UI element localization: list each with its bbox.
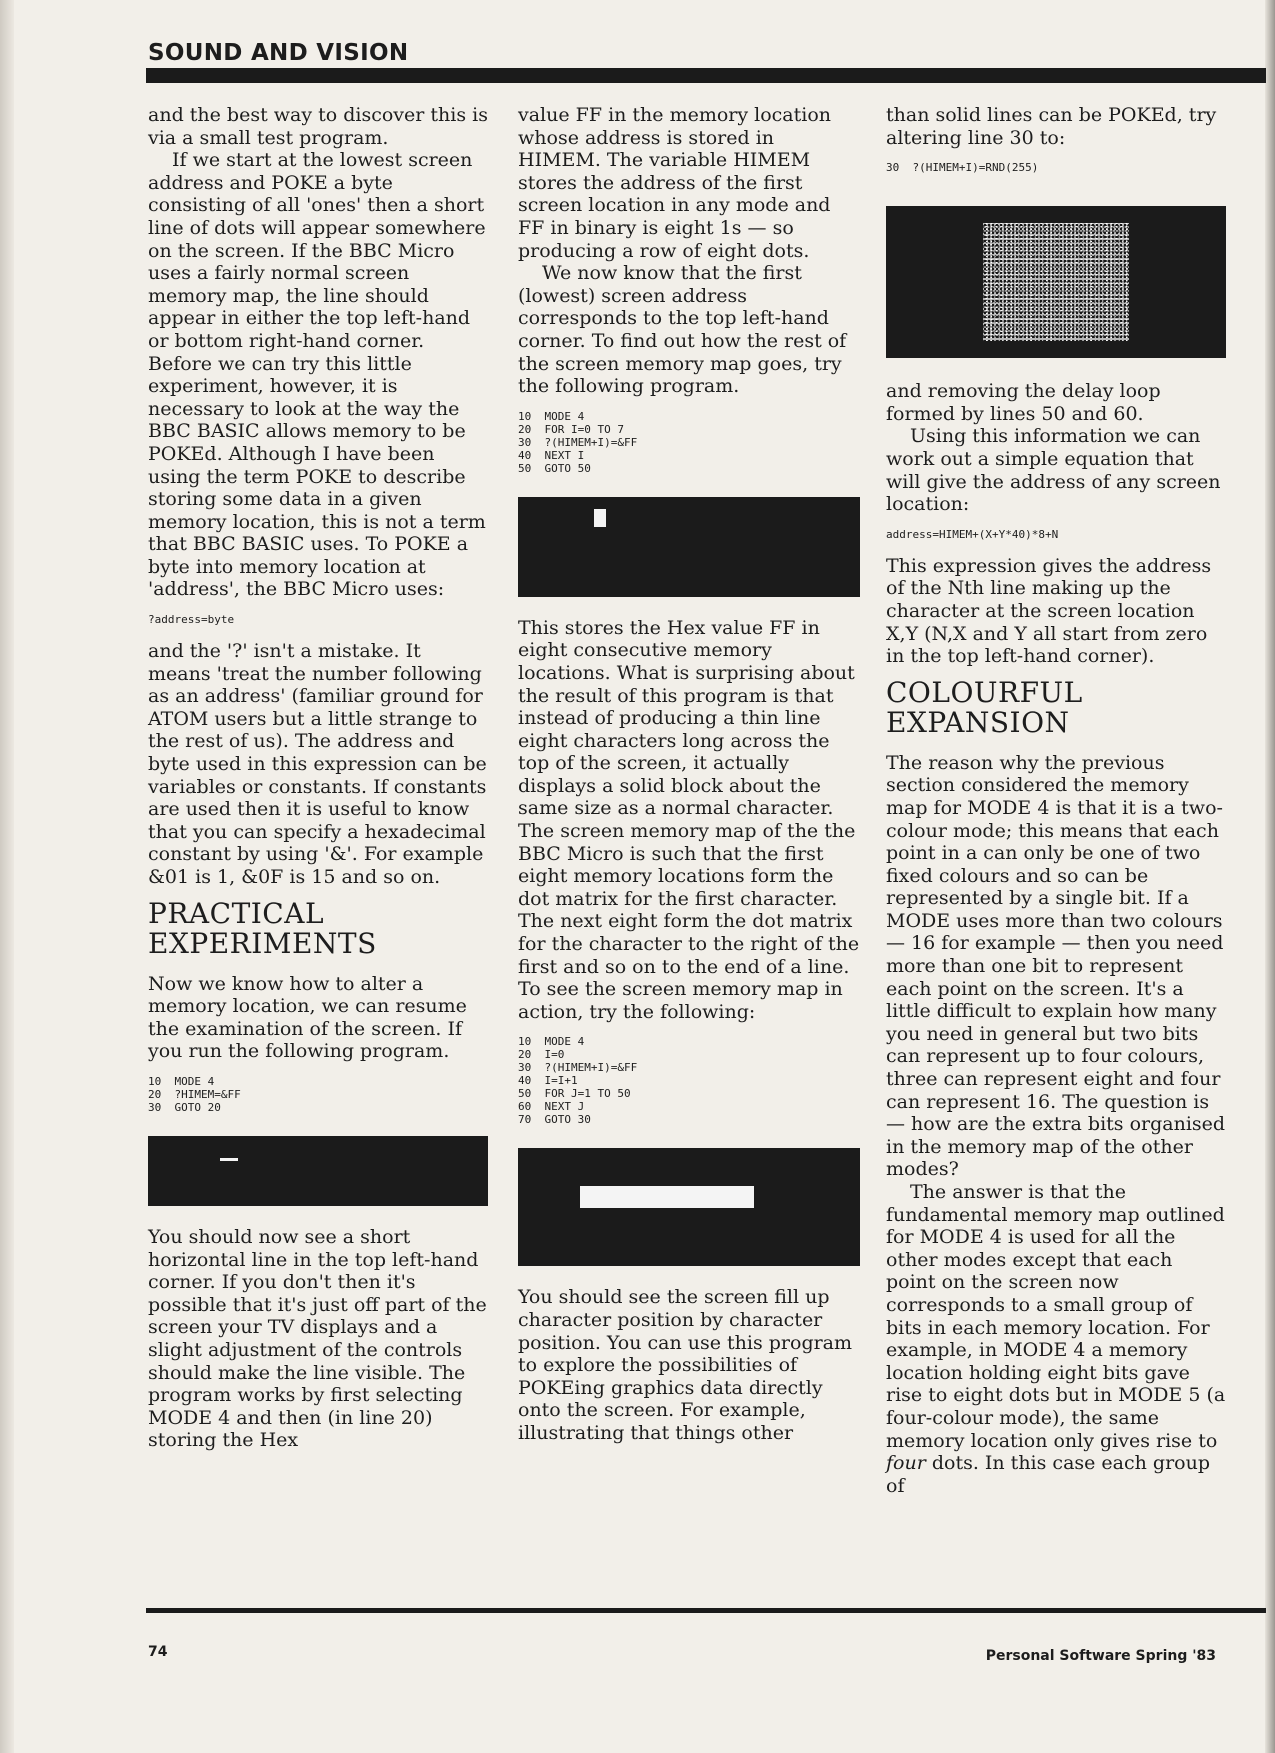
- section-heading-colourful-expansion: COLOURFUL EXPANSION: [886, 675, 1083, 739]
- column-1: [148, 104, 488, 1452]
- column-2: [518, 104, 860, 1445]
- paragraph: We now know that the first (lowest) screen address corresponds to the top left-hand corner. To find out how the rest of the screen memory map goes, try the following program.: [518, 262, 847, 398]
- header-rule: [146, 68, 1266, 83]
- publication-name: Personal Software Spring '83: [985, 1648, 1216, 1664]
- footer-rule: [146, 1608, 1266, 1613]
- screen-photo-random-pattern: [886, 206, 1226, 358]
- page-edge-shadow: [1265, 0, 1275, 1753]
- screen-dot-line: [220, 1158, 238, 1161]
- page-spine-shadow: [0, 0, 14, 1753]
- screen-filled-bar: [580, 1186, 754, 1208]
- paragraph: and the '?' isn't a mistake. It means 'treat the number following as an address' (familiar ground for ATOM users but a little strange to the rest of us). The address and byte used in this expression can be variables or constants. If constants are used then it is useful to know that you can specify a hexadecimal constant by using '&'. For example &01 is 1, &0F is 15 and so on.: [148, 640, 487, 888]
- paragraph: This expression gives the address of the Nth line making up the character at the screen location X,Y (N,X and Y all start from zero in the top left-hand corner).: [886, 554, 1212, 668]
- code-listing: 10 MODE 4 20 FOR I=0 TO 7 30 ?(HIMEM+I)=&FF 40 NEXT I 50 GOTO 50: [518, 409, 638, 475]
- section-header-title: SOUND AND VISION: [148, 40, 409, 66]
- paragraph: You should now see a short horizontal line in the top left-hand corner. If you don't then it's possible that it's just off part of the screen your TV displays and a slight adjustment of the controls should make the line visible. The program works by first selecting MODE 4 and then (in line 20) storing the Hex: [148, 1225, 487, 1452]
- screen-photo-filled-line: [518, 1148, 860, 1266]
- paragraph: than solid lines can be POKEd, try altering line 30 to:: [886, 104, 1217, 149]
- code-listing: 30 ?(HIMEM+I)=RND(255): [886, 161, 1039, 175]
- column-3: [886, 104, 1226, 1497]
- paragraph: value FF in the memory location whose address is stored in HIMEM. The variable HIMEM stores the address of the first screen location in any mode and FF in binary is eight 1s — so producing a row of eight dots.: [518, 104, 832, 262]
- paragraph: The answer is that the fundamental memory map outlined for MODE 4 is used for all the other modes except that each point on the screen now corresponds to a small group of bits in each memory location. For example, in MODE 4 a memory location holding eight bits gave rise to eight dots but in MODE 5 (a four-colour mode), the same memory location only gives rise to four dots. In this case each group of: [886, 1181, 1226, 1497]
- page-number: 74: [148, 1644, 168, 1660]
- paragraph: The reason why the previous section considered the memory map for MODE 4 is that it is a two-colour mode; this means that each point in a can only be one of two fixed colours and so can be represented by a single bit. If a MODE uses more than two colours — 16 for example — then you need more than one bit to represent each point on the screen. It's a little difficult to explain how many you need in general but two bits can represent up to four colours, three can represent eight and four can represent 16. The question is — how are the extra bits organised in the memory map of the other modes?: [886, 751, 1226, 1181]
- code-listing: 10 MODE 4 20 ?HIMEM=&FF 30 GOTO 20: [148, 1074, 241, 1114]
- code-listing: 10 MODE 4 20 I=0 30 ?(HIMEM+I)=&FF 40 I=I+1 50 FOR J=1 TO 50 60 NEXT J 70 GOTO 30: [518, 1035, 638, 1127]
- emphasis: four: [886, 1452, 926, 1475]
- paragraph: If we start at the lowest screen address and POKE a byte consisting of all 'ones' then a short line of dots will appear somewhere on the screen. If the BBC Micro uses a fairly normal screen memory map, the line should appear in either the top left-hand or bottom right-hand corner. Before we can try this little experiment, however, it is necessary to look at the way the BBC BASIC allows memory to be POKEd. Although I have been using the term POKE to describe storing some data in a given memory location, this is not a term that BBC BASIC uses. To POKE a byte into memory location at 'address', the BBC Micro uses:: [148, 149, 486, 601]
- screen-character-block: [594, 509, 606, 527]
- section-heading-practical-experiments: PRACTICAL EXPERIMENTS: [148, 896, 377, 960]
- screen-photo-character-block: [518, 497, 860, 597]
- paragraph: You should see the screen fill up character position by character position. You can use this program to explore the possibilities of POKEing graphics data directly onto the screen. For example, illustrating that things other: [518, 1286, 853, 1444]
- screen-photo-short-line: [148, 1136, 488, 1206]
- code-listing: ?address=byte: [148, 613, 235, 627]
- paragraph: and removing the delay loop formed by lines 50 and 60.: [886, 380, 1161, 425]
- paragraph: and the best way to discover this is via a small test program.: [148, 104, 488, 149]
- paragraph: Now we know how to alter a memory location, we can resume the examination of the screen. If you run the following program.: [148, 972, 467, 1063]
- paragraph: This stores the Hex value FF in eight consecutive memory locations. What is surprising about the result of this program is that instead of producing a thin line eight characters long across the top of the screen, it actually displays a solid block about the same size as a normal character. The screen memory map of the the BBC Micro is such that the first eight memory locations form the dot matrix for the first character. The next eight form the dot matrix for the character to the right of the first and so on to the end of a line. To see the screen memory map in action, try the following:: [518, 616, 860, 1023]
- code-listing: address=HIMEM+(X+Y*40)*8+N: [886, 527, 1059, 541]
- paragraph: Using this information we can work out a simple equation that will give the address of any screen location:: [886, 425, 1221, 516]
- screen-random-dots: [983, 223, 1129, 341]
